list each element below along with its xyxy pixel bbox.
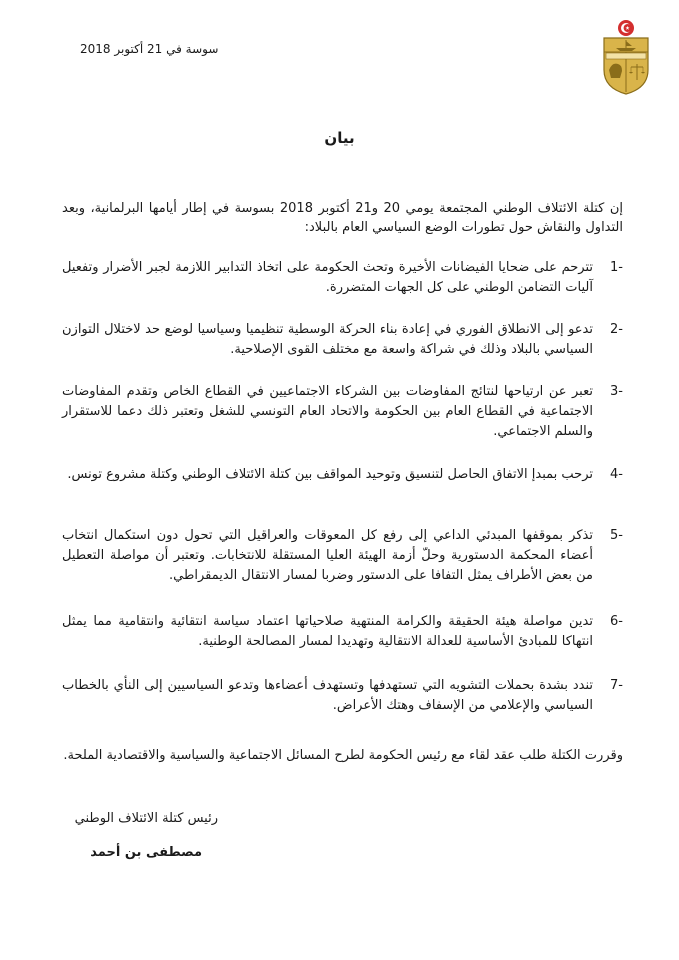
list-item-text: تترحم على ضحايا الفيضانات الأخيرة وتحث الحكومة على اتخاذ التدابير اللازمة لجبر الأضرار وتفعيل آليات التضامن الوطني على كل الجهات المتضررة. bbox=[62, 260, 593, 295]
date-line: سوسة في 21 أكتوبر 2018 bbox=[80, 42, 219, 56]
list-item bbox=[62, 465, 623, 485]
list-item bbox=[62, 258, 623, 298]
signer-title: رئيس كتلة الائتلاف الوطني bbox=[74, 811, 218, 826]
list-item-number: -7 bbox=[610, 678, 623, 693]
list-item-number: -4 bbox=[610, 467, 623, 482]
list-item-text: تدين مواصلة هيئة الحقيقة والكرامة المنتهية صلاحياتها اعتماد سياسة انتقائية وانتقامية مما يمثل انتهاكا للمبادئ الأساسية للعدالة الانتقالية وتهديدا لمسار المصالحة الوطنية. bbox=[62, 614, 593, 649]
list-item bbox=[62, 320, 623, 360]
page-title: بيان bbox=[324, 129, 355, 147]
list-item-number: -5 bbox=[610, 528, 623, 543]
list-item bbox=[62, 526, 623, 586]
list-item-text: تدعو إلى الانطلاق الفوري في إعادة بناء الحركة الوسطية تنظيميا وسياسيا لوضع حد لاختلال التوازن السياسي بالبلاد وذلك في شراكة واسعة مع مختلف القوى الإصلاحية. bbox=[62, 322, 593, 357]
signer-name: مصطفى بن أحمد bbox=[90, 845, 202, 860]
list-item-number: -2 bbox=[610, 322, 623, 337]
list-item-number: -3 bbox=[610, 384, 623, 399]
intro-paragraph: إن كتلة الائتلاف الوطني المجتمعة يومي 20 و21 أكتوبر 2018 بسوسة في إطار أيامها البرلمانية، وبعد التداول والنقاش حول تطورات الوضع السياسي العام بالبلاد: bbox=[62, 201, 623, 235]
list-item bbox=[62, 382, 623, 442]
list-item-text: تذكر بموقفها المبدئي الداعي إلى رفع كل المعوقات والعراقيل التي تحول دون استكمال انتخاب أعضاء المحكمة الدستورية وحلّ أزمة الهيئة العليا المستقلة للانتخابات. وتعتبر أن مواصلة التعطيل من بعض الأطراف يمثل التفافا على الدستور وضربا لمسار الانتقال الديمقراطي. bbox=[62, 528, 593, 583]
list-item-text: تعبر عن ارتياحها لنتائج المفاوضات بين الشركاء الاجتماعيين في القطاع الخاص وتقدم المفاوضات الاجتماعية في القطاع العام بين الحكومة والاتحاد العام التونسي للشغل وتعتبر ذلك دعما للاستقرار والسلم الاجتماعي. bbox=[62, 384, 593, 439]
list-item-number: -1 bbox=[610, 260, 623, 275]
closing-paragraph: وقررت الكتلة طلب عقد لقاء مع رئيس الحكومة لطرح المسائل الاجتماعية والسياسية والاقتصادية الملحة. bbox=[63, 748, 623, 763]
list-item bbox=[62, 612, 623, 652]
list-item bbox=[62, 676, 623, 716]
list-item-text: تندد بشدة بحملات التشويه التي تستهدفها وتستهدف أعضاءها وتدعو السياسيين إلى النأي بالخطاب السياسي والإعلامي من الإسفاف وهتك الأعراض. bbox=[62, 678, 593, 713]
tunisia-coat-of-arms-icon bbox=[598, 18, 654, 96]
list-item-text: ترحب بمبدإ الاتفاق الحاصل لتنسيق وتوحيد المواقف بين كتلة الائتلاف الوطني وكتلة مشروع تونس. bbox=[67, 467, 593, 482]
list-item-number: -6 bbox=[610, 614, 623, 629]
